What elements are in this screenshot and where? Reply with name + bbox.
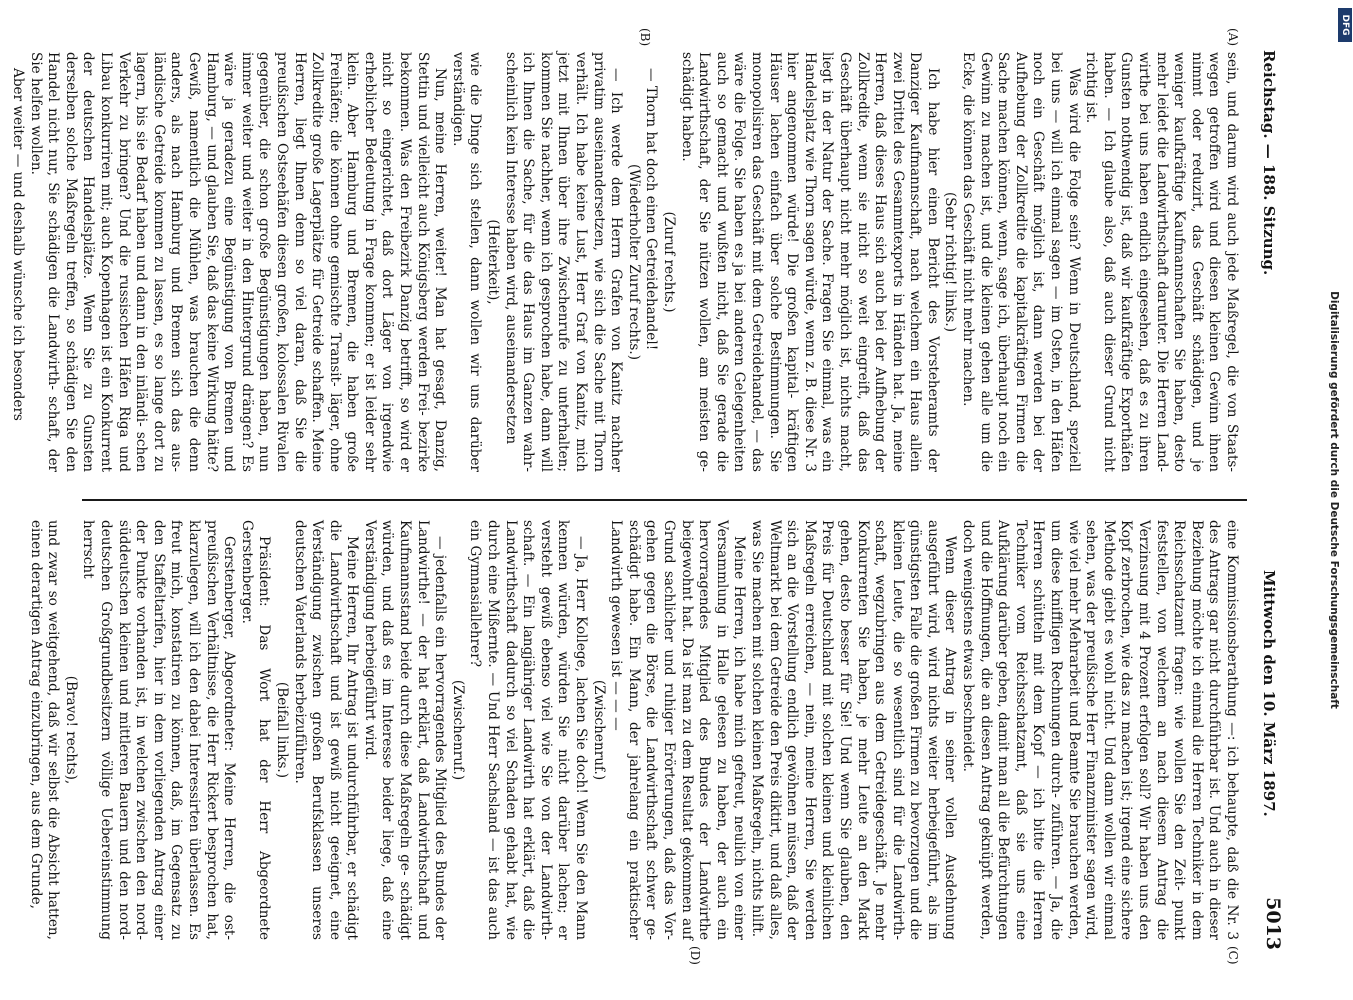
interjection: (Zwischenruf.): [590, 679, 607, 781]
left-text-column: [8, 52, 1240, 472]
header-session: Reichstag. — 188. Sitzung.: [1259, 50, 1278, 276]
paragraph: und zwar so weitgehend, daß wir selbst die Absicht hatten, einen derartigen Antrag einzubringen, aus dem Grunde,: [27, 520, 61, 940]
column-divider: [82, 499, 1247, 501]
interjection: (Heiterkeit),: [484, 219, 501, 305]
paragraph: — Ja, Herr Kollege, lachen Sie doch! Wenn Sie den Mann kennen würden, würden Sie nicht darüber lachen; er versteht gewiß ebenso viel wie Sie von der Landwirth- schaft. — Ein langjähriger Landwirth hat erklärt, daß die Landwirthschaft dadurch so viel Schaden gehabt hat, wie durch eine Mißernte. — Und Herr Sachsland — ist das auch ein Gymnasiallehrer?: [466, 520, 589, 940]
paragraph: Nun, meine Herren, weiter! Man hat gesagt, Danzig, Stettin und vielleicht auch Königsberg werden Frei- bezirke bekommen. Was den Freibezirk Danzig betrifft, so wird er nicht so eingerichtet, daß dort Läger von irgendwie erheblicher Bedeutung in Frage kommen; er ist leider sehr klein. Aber Hamburg und Bremen, die haben große Freihäfen; die können ohne gemischte Transit- läger, ohne Zollkredite große Lagerplätze für Getreide schaffen. Meine Herren, liegt Ihnen denn so viel daran, daß Sie die preußischen Ostseehäfen diesen großen, kolossalen Rivalen gegenüber, die schon große Begünstigungen haben, nun immer weiter und weiter in den Hintergrund drängen? Es wäre ja geradezu eine Begünstigung von Bremen und Hamburg, — und glauben Sie, daß das keine Wirkung hätte? Gewiß, namentlich die Mühlen, was brauchen die denn anders, als nach Hamburg und Bremen sich das aus- ländische Getreide kommen zu lassen, es so lange dort zu lagern, bis sie Bedarf haben und dann in den inländi- schen Verkehr zu bringen? Und die russischen Häfen Riga und Libau konkurriren mit; auch Kopenhagen ist ein Konkurrent der deutschen Handelsplätze. Wenn Sie zu Gunsten derselben solche Maßregeln treffen, so schädigen Sie den Handel nicht nur, Sie schädigen die Landwirth- schaft, der Sie helfen wollen.: [27, 52, 448, 472]
interjection: (Bravo! rechts),: [62, 675, 79, 785]
paragraph: Meine Herren, ich habe mich gefreut, neulich von einer Versammlung in Halle gelesen zu haben, der auch ein hervorragendes Mitglied des Bundes der Landwirthe beigewohnt hat. Da ist man zu dem Resultat gekommen auf Grund sachlicher und ruhiger Erörterungen, daß das Vor- gehen gegen die Börse, die Landwirthschaft schwer ge- schädigt habe. Ein Mann, der jahrelang ein praktischer Landwirth gewesen ist — — —: [607, 520, 747, 940]
margin-marker-a: (A): [1225, 28, 1240, 47]
paragraph: — Thorn hat doch einen Getreidehandel!: [642, 68, 659, 351]
margin-marker-b: (B): [637, 28, 652, 47]
paragraph: wie die Dinge sich stellen, dann wollen wir uns darüber verständigen.: [449, 52, 483, 472]
header-date: Mittwoch den 10. März 1897.: [1259, 570, 1278, 817]
interjection: (Beifall links.): [273, 681, 290, 779]
paragraph: eine Kommissionsberathung —: ich behaupte, daß die Nr. 3 des Antrags gar nicht durchführbar ist. Und auch in dieser Beziehung möchte ich einmal die Herren Techniker in dem Reichsschatzamt fragen: wie wollen Sie den Zeit- punkt feststellen, von welchem an nach diesem Antrag die Verzinsung mit 4 Prozent erfolgen soll? Wir haben uns den Kopf zerbrochen, wie das zu machen ist; irgend eine sichere Methode giebt es wohl nicht. Und dann wollen wir einmal sehen, was der preußische Herr Finanzminister sagen wird, wie viel mehr Mehrarbeit und Beamte Sie brauchen werden, um diese kniffligen Rechnungen durch- zuführen. — Ja, die Herren schütteln mit dem Kopf — ich bitte die Herren Techniker vom Reichsschatzamt, daß sie uns eine Aufklärung darüber geben, damit man all die Befürchtungen und die Hoffnungen, die an diesen Antrag geknüpft werden, doch wenigstens etwas beschneidet.: [959, 520, 1240, 940]
running-header: [1254, 50, 1284, 950]
margin-marker-d: (D): [687, 946, 702, 965]
margin-marker-c: (C): [1225, 946, 1240, 965]
page-number: 5013: [1261, 897, 1284, 950]
paragraph: — Ich werde dem Herrn Grafen von Kanitz nachher privatim auseinandersetzen, wie sich die Sache mit Thorn verhält. Ich habe keine Lust, Herr Graf von Kanitz, mich jetzt mit Ihnen über ihre Zwischenrufe zu unterhalten; kommen Sie nachher, wenn ich gesprochen habe, dann will ich Ihnen die Sache, für die das Haus im Ganzen wahr- scheinlich kein Interesse haben wird, auseinandersetzen: [502, 52, 624, 472]
paragraph: Aber weiter — und deshalb wünsche ich besonders: [9, 68, 26, 421]
document-page: [9, 28, 1292, 965]
interjection: (Zuruf rechts.): [660, 211, 677, 313]
paragraph: Ich habe hier einen Bericht des Vorsteheramts der Danziger Kaufmannschaft, nach welchem ein Haus allein zwei Drittel des Gesammtexports in Händen hat. Ja, meine Herren, daß dieses Haus sich auch bei der Aufhebung der Zollkredite, wenn sie nicht so weit eingreift, daß das Geschäft überhaupt nicht mehr möglich ist, nichts macht, liegt in der Natur der Sache. Fragen Sie einmal, was ein Handelsplatz wie Thorn sagen würde, wenn z. B. diese Nr. 3 hier angenommen würde! Die großen kapital- kräftigen Häuser lachen einfach über solche Bestimmungen. Sie monopolisiren das Geschäft mit dem Getreidehandel, — das wäre die Folge. Sie haben es ja bei anderen Gelegenheiten auch so gemacht und wußten nicht, daß Sie gerade die Landwirthschaft, der Sie nützen wollen, am meisten ge- schädigt haben.: [678, 52, 941, 472]
digitization-note: Digitalisierung gefördert durch die Deutsche Forschungsgemeinschaft: [1328, 291, 1340, 709]
paragraph: sein, und darum wird auch jede Maßregel, die von Staats- wegen getroffen wird und diesen kleinen Gewinn ihnen nimmt oder reduzirt, das Geschäft schädigen, und je weniger kaufkräftige Kaufmannschaften Sie haben, desto mehr leidet die Landwirthschaft darunter. Die Herren Land- wirthe bei uns haben endlich eingesehen, daß es zu ihren Gunsten nothwendig ist, daß wir kaufkräftige Exporthäfen haben. — Ich glaube also, daß auch dieser Grund nicht richtig ist.: [1082, 52, 1240, 472]
paragraph: Meine Herren, Ihr Antrag ist undurchführbar, er schädigt die Landwirthschaft und ist gewiß nicht geeignet, eine Verständigung zwischen großen Berufsklassen unseres deutschen Vaterlands herbeizuführen.: [291, 520, 360, 940]
interjection: (Zwischenruf.): [449, 679, 466, 781]
right-text-column: [26, 520, 1240, 940]
interjection: (Sehr richtig! links.): [942, 191, 958, 333]
speaker-paragraph: Präsident: Das Wort hat der Herr Abgeordnete Gerstenberger.: [238, 520, 272, 940]
paragraph: Wenn dieser Antrag in seiner vollen Ausdehnung ausgeführt wird, wird nichts weiter herbeigeführt, als im günstigsten Falle die großen Firmen zu bevorzugen und die kleinen Leute, die so wesentlich sind für die Landwirth- schaft, wegzubringen aus dem Getreidegeschäft. Je mehr Konkurrenten Sie haben, je mehr Leute an den Markt gehen, desto besser für Sie! Und wenn Sie glauben, den Preis für Deutschland mit solchen kleinen und kleinlichen Maßregeln erreichen, — nein, meine Herren, Sie werden sich an die Vorstellung endlich gewöhnen müssen, daß der Weltmarkt bei dem Getreide den Preis diktirt, und daß alles, was Sie machen mit solchen kleinen Maßregeln, nichts hilft.: [748, 520, 958, 940]
dfg-logo: DFG: [1338, 8, 1352, 42]
speaker-paragraph: Gerstenberger, Abgeordneter: Meine Herren, die ost- preußischen Verhältnisse, die Herr Rickert besprochen hat, klarzulegen, will ich den dabei Interessirten überlassen. Es freut mich, konstatiren zu können, daß, im Gegensatz zu den Staffeltarifen, hier in dem vorliegenden Antrag einer der Punkte vorhanden ist, in welchen zwischen den nord- süddeutschen kleinen und mittleren Bauern und den nord- deutschen Großgrundbesitzern völlige Uebereinstimmung herrscht: [79, 520, 237, 940]
paragraph: Was wird die Folge sein? Wenn in Deutschland, speziell bei uns — will ich einmal sagen — im Osten, in den Häfen noch ein Geschäft möglich ist, dann werden bei der Aufhebung der Zollkredite die kapitalkräftigen Firmen die Sache machen können, wenn, sage ich, überhaupt noch ein Gewinn zu machen ist, und die kleinen gehen alle um die Ecke, die können das Geschäft nicht mehr machen.: [959, 52, 1082, 472]
interjection: (Wiederholter Zuruf rechts.): [625, 163, 642, 361]
paragraph: — jedenfalls ein hervorragendes Mitglied des Bundes der Landwirthe! — der hat erklärt, daß Landwirthschaft und Kaufmannsstand beide durch diese Maßregeln ge- schädigt würden, und daß es im Interesse beider liege, daß eine Verständigung herbeigeführt wird.: [361, 520, 448, 940]
